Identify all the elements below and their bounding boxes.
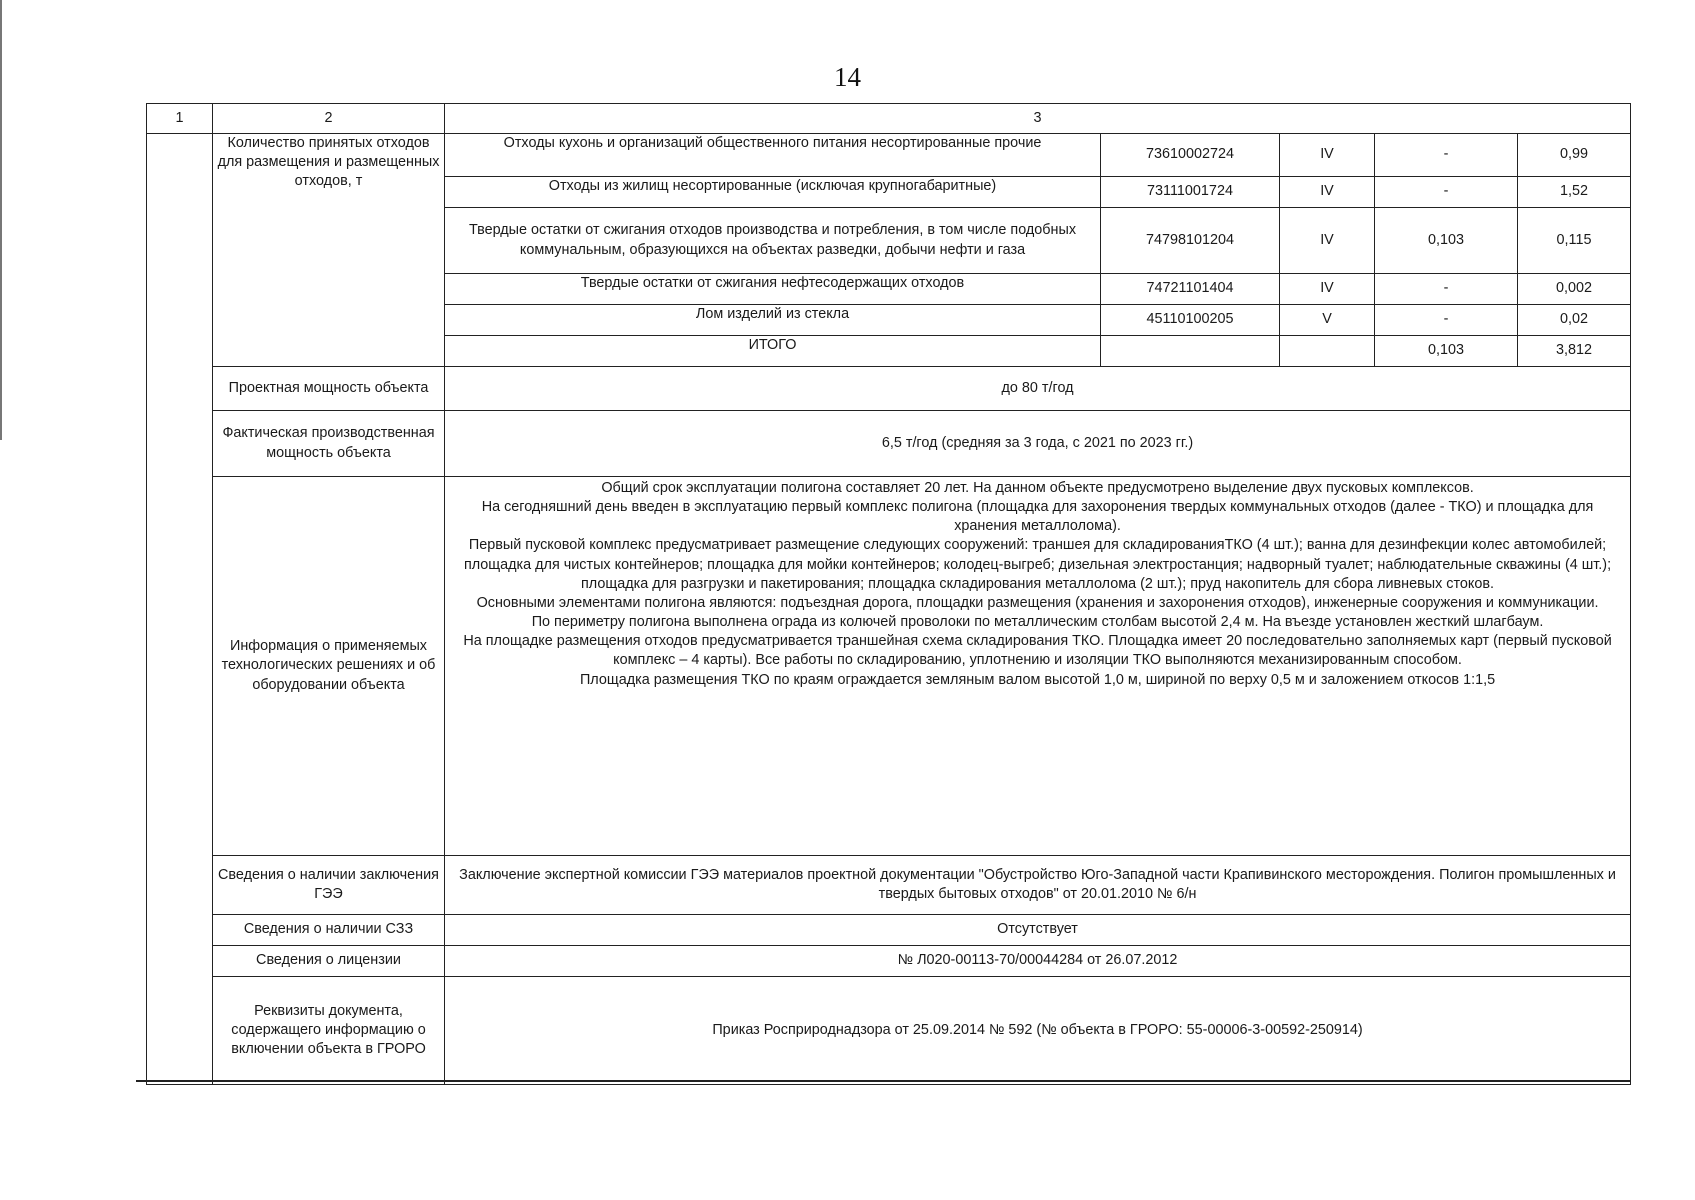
waste-placed: 0,002 bbox=[1518, 274, 1631, 305]
gee-row bbox=[147, 856, 1631, 915]
waste-code: 74721101404 bbox=[1101, 274, 1280, 305]
waste-code: 74798101204 bbox=[1101, 208, 1280, 274]
waste-placed: 0,99 bbox=[1518, 134, 1631, 177]
waste-name: Твердые остатки от сжигания отходов производства и потребления, в том числе подобных коммунальным, образующихся на объектах разведки, добычи нефти и газа bbox=[445, 208, 1101, 274]
waste-row bbox=[147, 134, 1631, 177]
waste-class: IV bbox=[1280, 177, 1375, 208]
groro-row bbox=[147, 977, 1631, 1085]
technology-paragraph: Первый пусковой комплекс предусматривает размещение следующих сооружений: траншея для складированияТКО (4 шт.); ванна для дезинфекции колес автомобилей; площадка для чистых контейнеров; площадка для мойки контейнеров; колодец-выгреб; дизельная электростанция; надворный туалет; наблюдательные скважины (4 шт.); площадка для разгрузки и пакетирования; площадка складирования металлолома (2 шт.); пруд накопитель для сбора ливневых стоков. bbox=[463, 537, 1612, 592]
waste-class: IV bbox=[1280, 134, 1375, 177]
license-value: № Л020-00113-70/00044284 от 26.07.2012 bbox=[445, 946, 1631, 977]
total-class-empty bbox=[1280, 336, 1375, 367]
row-number-cell bbox=[147, 134, 213, 977]
waste-label: Количество принятых отходов для размещения и размещенных отходов, т bbox=[213, 134, 445, 367]
technology-paragraph: Площадка размещения ТКО по краям ограждается земляным валом высотой 1,0 м, шириной по верху 0,5 м и заложением откосов 1:1,5 bbox=[579, 671, 1496, 688]
waste-class: V bbox=[1280, 305, 1375, 336]
design-capacity-row bbox=[147, 367, 1631, 411]
groro-label: Реквизиты документа, содержащего информацию о включении объекта в ГРОРО bbox=[213, 977, 445, 1085]
row-number-cell-bottom bbox=[147, 977, 213, 1085]
actual-capacity-value: 6,5 т/год (средняя за 3 года, с 2021 по 2023 гг.) bbox=[445, 411, 1631, 477]
page-number: 14 bbox=[834, 62, 861, 92]
license-row bbox=[147, 946, 1631, 977]
gee-value: Заключение экспертной комиссии ГЭЭ материалов проектной документации "Обустройство Юго-Западной части Крапивинского месторождения. Полигон промышленных и твердых бытовых отходов" от 20.01.2010 № 6/н bbox=[445, 856, 1631, 915]
waste-name: Твердые остатки от сжигания нефтесодержащих отходов bbox=[445, 274, 1101, 305]
gee-label: Сведения о наличии заключения ГЭЭ bbox=[213, 856, 445, 915]
waste-name: Лом изделий из стекла bbox=[445, 305, 1101, 336]
total-code-empty bbox=[1101, 336, 1280, 367]
waste-code: 73111001724 bbox=[1101, 177, 1280, 208]
header-col-2: 2 bbox=[213, 104, 445, 134]
technology-paragraph: Общий срок эксплуатации полигона составляет 20 лет. На данном объекте предусмотрено выделение двух пусковых комплексов. bbox=[601, 480, 1474, 496]
waste-accepted: - bbox=[1375, 134, 1518, 177]
bottom-rule bbox=[136, 1080, 1630, 1082]
waste-code: 45110100205 bbox=[1101, 305, 1280, 336]
szz-value: Отсутствует bbox=[445, 915, 1631, 946]
total-label: ИТОГО bbox=[445, 336, 1101, 367]
waste-accepted: - bbox=[1375, 177, 1518, 208]
header-row bbox=[147, 104, 1631, 134]
waste-name: Отходы кухонь и организаций общественного питания несортированные прочие bbox=[445, 134, 1101, 177]
technology-paragraph: На площадке размещения отходов предусматривается траншейная схема складирования ТКО. Площадка имеет 20 последовательно заполняемых карт (первый пусковой комплекс – 4 карты). Все работы по складированию, уплотнению и изоляции ТКО выполняются механизированным способом. bbox=[463, 633, 1612, 669]
technology-description bbox=[445, 477, 1631, 856]
technology-label: Информация о применяемых технологических решениях и об оборудовании объекта bbox=[213, 477, 445, 856]
technology-paragraph: По периметру полигона выполнена ограда из колючей проволоки по металлическим столбам высотой 2,4 м. На въезде установлен жесткий шлагбаум. bbox=[531, 614, 1544, 631]
actual-capacity-row bbox=[147, 411, 1631, 477]
waste-accepted: 0,103 bbox=[1375, 208, 1518, 274]
header-col-1: 1 bbox=[147, 104, 213, 134]
waste-accepted: - bbox=[1375, 274, 1518, 305]
design-capacity-label: Проектная мощность объекта bbox=[213, 367, 445, 411]
total-placed: 3,812 bbox=[1518, 336, 1631, 367]
technology-row bbox=[147, 477, 1631, 856]
actual-capacity-label: Фактическая производственная мощность объекта bbox=[213, 411, 445, 477]
design-capacity-value: до 80 т/год bbox=[445, 367, 1631, 411]
license-label: Сведения о лицензии bbox=[213, 946, 445, 977]
waste-accepted: - bbox=[1375, 305, 1518, 336]
szz-label: Сведения о наличии СЗЗ bbox=[213, 915, 445, 946]
header-col-3: 3 bbox=[445, 104, 1631, 134]
waste-placed: 0,02 bbox=[1518, 305, 1631, 336]
waste-name: Отходы из жилищ несортированные (исключая крупногабаритные) bbox=[445, 177, 1101, 208]
waste-code: 73610002724 bbox=[1101, 134, 1280, 177]
technology-paragraph: На сегодняшний день введен в эксплуатацию первый комплекс полигона (площадка для захоронения твердых коммунальных отходов (далее - ТКО) и площадка для хранения металлолома). bbox=[481, 499, 1594, 535]
waste-class: IV bbox=[1280, 208, 1375, 274]
total-accepted: 0,103 bbox=[1375, 336, 1518, 367]
waste-class: IV bbox=[1280, 274, 1375, 305]
technology-paragraph: Основными элементами полигона являются: подъездная дорога, площадки размещения (хранения и захоронения отходов), инженерные сооружения и коммуникации. bbox=[476, 594, 1599, 611]
waste-placed: 1,52 bbox=[1518, 177, 1631, 208]
waste-placed: 0,115 bbox=[1518, 208, 1631, 274]
szz-row bbox=[147, 915, 1631, 946]
groro-value: Приказ Росприроднадзора от 25.09.2014 № 592 (№ объекта в ГРОРО: 55-00006-3-00592-250914) bbox=[445, 977, 1631, 1085]
object-info-table bbox=[146, 103, 1631, 1085]
